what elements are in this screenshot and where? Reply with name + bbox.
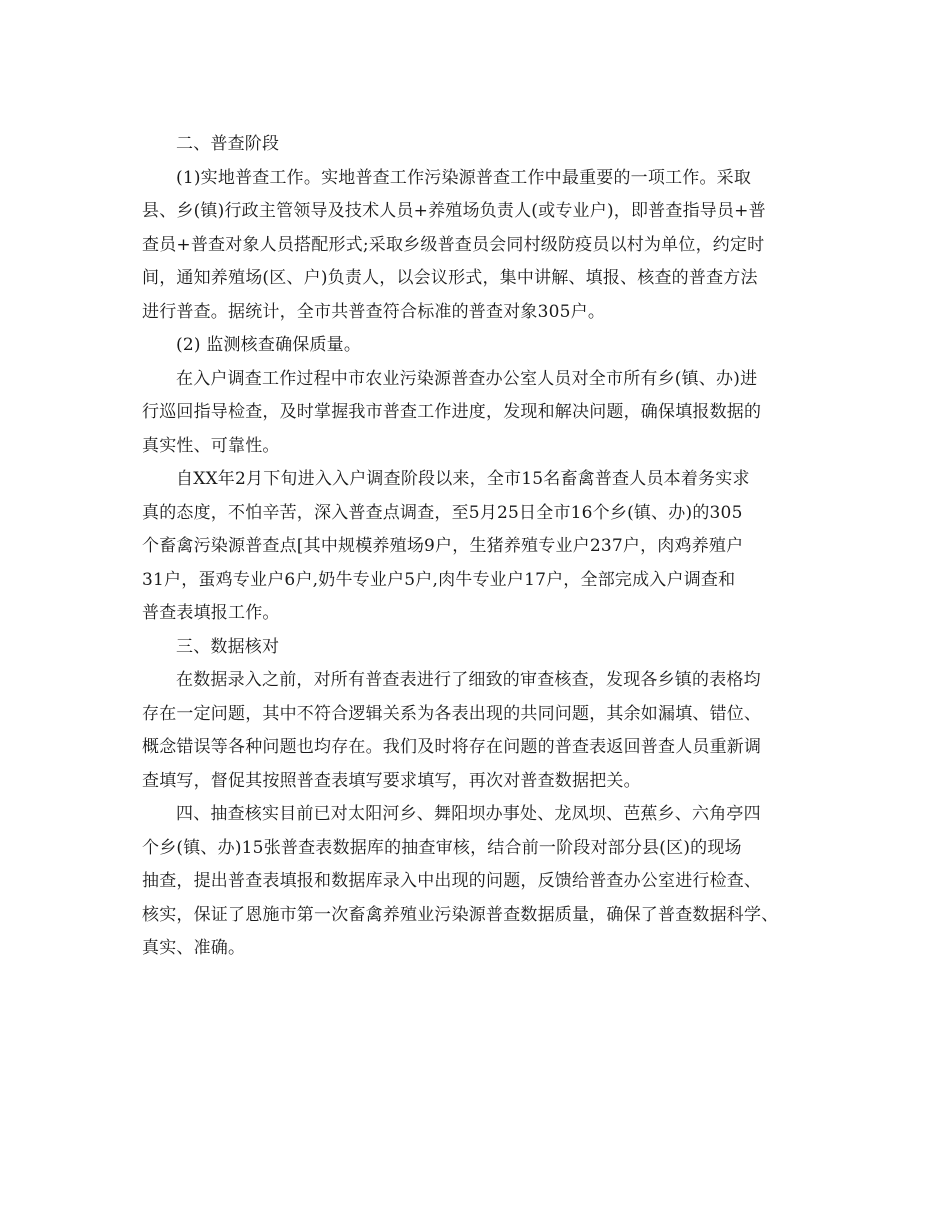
- paragraph-line: 真实、准确。: [142, 938, 246, 958]
- document-body: [142, 128, 832, 966]
- section-heading-spot-check: 四、抽查核实目前已对太阳河乡、舞阳坝办事处、龙凤坝、芭蕉乡、六角亭四: [176, 804, 761, 824]
- paragraph-line: 抽查，提出普查表填报和数据库录入中出现的问题，反馈给普查办公室进行检查、: [142, 871, 762, 891]
- paragraph-line: 真实性、可靠性。: [142, 435, 280, 456]
- paragraph-line: 县、乡(镇)行政主管领导及技术人员+养殖场负责人(或专业户)，即普查指导员+普: [142, 201, 766, 221]
- paragraph-line: 行巡回指导检查，及时掌握我市普查工作进度，发现和解决问题，确保填报数据的: [142, 402, 762, 422]
- section-heading-data-check: 三、数据核对: [176, 636, 280, 657]
- paragraph-line: 核实，保证了恩施市第一次畜禽养殖业污染源普查数据质量，确保了普查数据科学、: [142, 904, 779, 925]
- subheading-monitoring: (2) 监测核查确保质量。: [176, 335, 362, 355]
- paragraph-line: 在数据录入之前，对所有普查表进行了细致的审查核查，发现各乡镇的表格均: [176, 670, 761, 690]
- section-heading-survey-stage: 二、普查阶段: [176, 134, 280, 154]
- paragraph-line: 个乡(镇、办)15张普查表数据库的抽查审核，结合前一阶段对部分县(区)的现场: [142, 837, 742, 858]
- paragraph-line: 间，通知养殖场(区、户)负责人，以会议形式，集中讲解、填报、核查的普查方法: [142, 268, 758, 288]
- paragraph-line: 自XX年2月下旬进入入户调查阶段以来，全市15名畜禽普查人员本着务实求: [176, 469, 750, 489]
- paragraph-line: 普查表填报工作。: [142, 603, 280, 623]
- paragraph-line: 查填写，督促其按照普查表填写要求填写，再次对普查数据把关。: [142, 770, 641, 791]
- paragraph-line: 查员+普查对象人员搭配形式;采取乡级普查员会同村级防疫员以村为单位，约定时: [142, 234, 765, 255]
- paragraph-line: 存在一定问题，其中不符合逻辑关系为各表出现的共同问题，其余如漏填、错位、: [142, 703, 762, 724]
- paragraph-line: 概念错误等各种问题也均存在。我们及时将存在问题的普查表返回普查人员重新调: [142, 737, 762, 757]
- paragraph-line: (1)实地普查工作。实地普查工作污染源普查工作中最重要的一项工作。采取: [176, 167, 752, 188]
- paragraph-line: 31户，蛋鸡专业户6户,奶牛专业户5户,肉牛专业户17户，全部完成入户调查和: [142, 569, 736, 590]
- paragraph-line: 在入户调查工作过程中市农业污染源普查办公室人员对全市所有乡(镇、办)进: [176, 368, 758, 389]
- paragraph-line: 真的态度，不怕辛苦，深入普查点调查，至5月25日全市16个乡(镇、办)的305: [142, 502, 743, 523]
- paragraph-line: 个畜禽污染源普查点[其中规模养殖场9户，生猪养殖专业户237户，肉鸡养殖户: [142, 536, 744, 556]
- paragraph-line: 进行普查。据统计，全市共普查符合标准的普查对象305户。: [142, 301, 606, 322]
